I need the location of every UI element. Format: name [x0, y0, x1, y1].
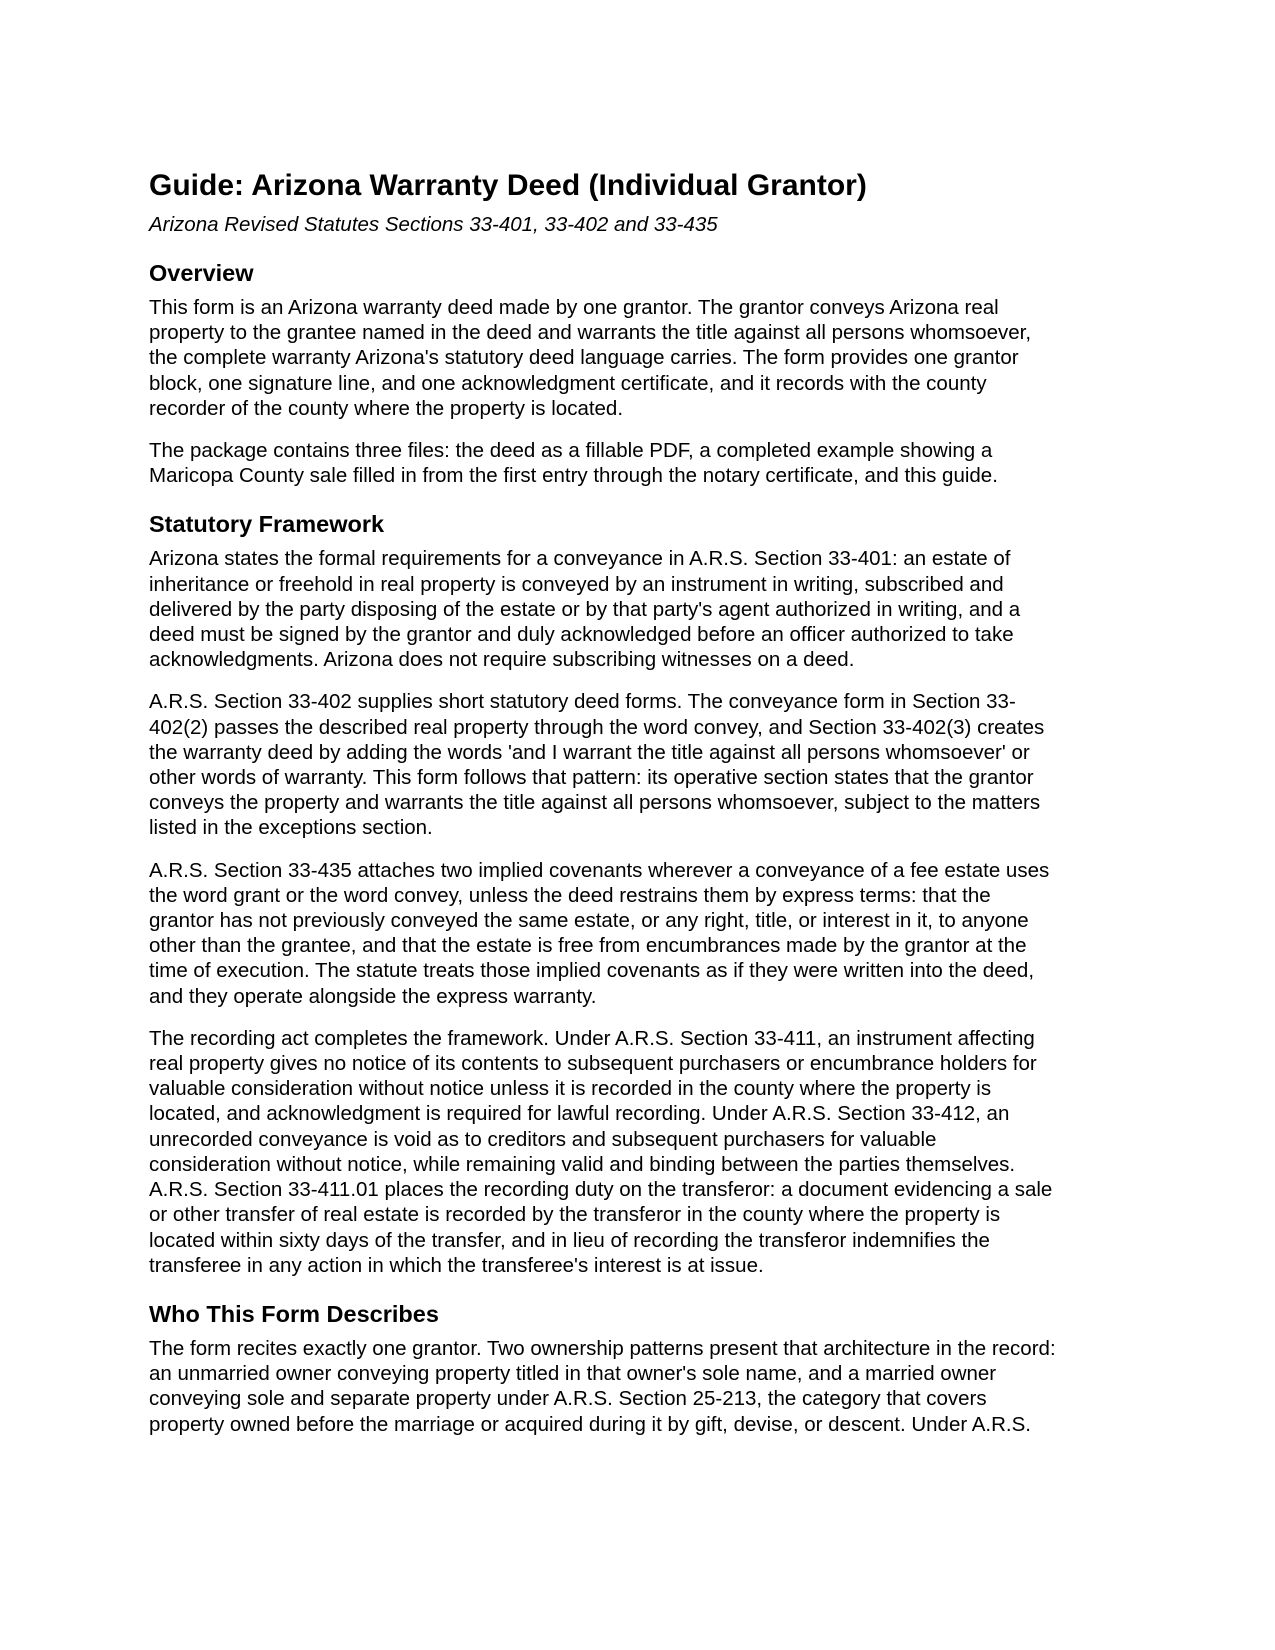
- document-title: Guide: Arizona Warranty Deed (Individual Grantor): [149, 169, 867, 202]
- paragraph-line: property owned before the marriage or acquired during it by gift, devise, or descent. Under A.R.S.: [149, 1412, 1031, 1436]
- paragraph-line: grantor has not previously conveyed the same estate, or any right, title, or interest in it, to anyone: [149, 909, 1029, 933]
- body-paragraph: [149, 1026, 1134, 1278]
- paragraph-line: and they operate alongside the express warranty.: [149, 984, 597, 1008]
- paragraph-line: A.R.S. Section 33-402 supplies short statutory deed forms. The conveyance form in Section 33-: [149, 690, 1016, 714]
- paragraph-line: valuable consideration without notice unless it is recorded in the county where the property is: [149, 1077, 992, 1101]
- section-heading: Statutory Framework: [149, 511, 385, 538]
- paragraph-line: an unmarried owner conveying property titled in that owner's sole name, and a married owner: [149, 1362, 997, 1386]
- document-body: [149, 259, 1134, 1437]
- paragraph-line: acknowledgments. Arizona does not require subscribing witnesses on a deed.: [149, 648, 855, 672]
- paragraph-line: A.R.S. Section 33-411.01 places the recording duty on the transferor: a document evidencing a sale: [149, 1178, 1053, 1202]
- paragraph-line: the word grant or the word convey, unless the deed restrains them by express terms: that the: [149, 883, 991, 907]
- paragraph-line: other words of warranty. This form follows that pattern: its operative section states that the grantor: [149, 766, 1034, 790]
- paragraph-line: other than the grantee, and that the estate is free from encumbrances made by the grantor at the: [149, 934, 1027, 958]
- body-paragraph: [149, 295, 1134, 421]
- paragraph-line: conveying sole and separate property under A.R.S. Section 25-213, the category that covers: [149, 1387, 987, 1411]
- paragraph-line: unrecorded conveyance is void as to creditors and subsequent purchasers for valuable: [149, 1127, 937, 1151]
- paragraph-line: The recording act completes the framework. Under A.R.S. Section 33-411, an instrument affecting: [149, 1026, 1035, 1050]
- paragraph-line: conveys the property and warrants the title against all persons whomsoever, subject to the matters: [149, 791, 1041, 815]
- paragraph-line: the warranty deed by adding the words 'and I warrant the title against all persons whomsoever' or: [149, 740, 1030, 764]
- body-paragraph: [149, 858, 1134, 1009]
- paragraph-line: the complete warranty Arizona's statutory deed language carries. The form provides one grantor: [149, 346, 1019, 370]
- paragraph-line: 402(2) passes the described real property through the word convey, and Section 33-402(3) creates: [149, 715, 1045, 739]
- paragraph-line: Arizona states the formal requirements for a conveyance in A.R.S. Section 33-401: an estate of: [149, 547, 1011, 571]
- paragraph-line: The package contains three files: the deed as a fillable PDF, a completed example showing a: [149, 439, 993, 463]
- body-paragraph: [149, 546, 1134, 672]
- paragraph-line: block, one signature line, and one acknowledgment certificate, and it records with the county: [149, 371, 987, 395]
- document-page: [149, 168, 1134, 1437]
- section-heading: Who This Form Describes: [149, 1300, 439, 1327]
- document-subtitle: Arizona Revised Statutes Sections 33-401, 33-402 and 33-435: [149, 213, 718, 236]
- paragraph-line: A.R.S. Section 33-435 attaches two implied covenants wherever a conveyance of a fee estate uses: [149, 858, 1050, 882]
- paragraph-line: or other transfer of real estate is recorded by the transferor in the county where the property is: [149, 1203, 1001, 1227]
- paragraph-line: deed must be signed by the grantor and duly acknowledged before an officer authorized to take: [149, 623, 1014, 647]
- paragraph-line: time of execution. The statute treats those implied covenants as if they were written into the deed,: [149, 959, 1035, 983]
- paragraph-line: consideration without notice, while remaining valid and binding between the parties themselves.: [149, 1152, 1016, 1176]
- body-paragraph: [149, 438, 1134, 488]
- paragraph-line: located within sixty days of the transfer, and in lieu of recording the transferor indemnifies the: [149, 1228, 990, 1252]
- paragraph-line: located, and acknowledgment is required for lawful recording. Under A.R.S. Section 33-412, an: [149, 1102, 1010, 1126]
- paragraph-line: inheritance or freehold in real property is conveyed by an instrument in writing, subscribed and: [149, 572, 1004, 596]
- paragraph-line: recorder of the county where the property is located.: [149, 396, 624, 420]
- paragraph-line: The form recites exactly one grantor. Two ownership patterns present that architecture in the record:: [149, 1336, 1056, 1360]
- paragraph-line: property to the grantee named in the deed and warrants the title against all persons whomsoever,: [149, 321, 1032, 345]
- paragraph-line: Maricopa County sale filled in from the first entry through the notary certificate, and this guide.: [149, 464, 998, 488]
- paragraph-line: This form is an Arizona warranty deed made by one grantor. The grantor conveys Arizona real: [149, 296, 999, 319]
- paragraph-line: delivered by the party disposing of the estate or by that party's agent authorized in writing, and a: [149, 597, 1021, 621]
- body-paragraph: [149, 1336, 1134, 1437]
- paragraph-line: real property gives no notice of its contents to subsequent purchasers or encumbrance holders for: [149, 1052, 1037, 1076]
- section-heading: Overview: [149, 260, 254, 286]
- paragraph-line: transferee in any action in which the transferee's interest is at issue.: [149, 1253, 764, 1277]
- paragraph-line: listed in the exceptions section.: [149, 816, 433, 840]
- body-paragraph: [149, 689, 1134, 840]
